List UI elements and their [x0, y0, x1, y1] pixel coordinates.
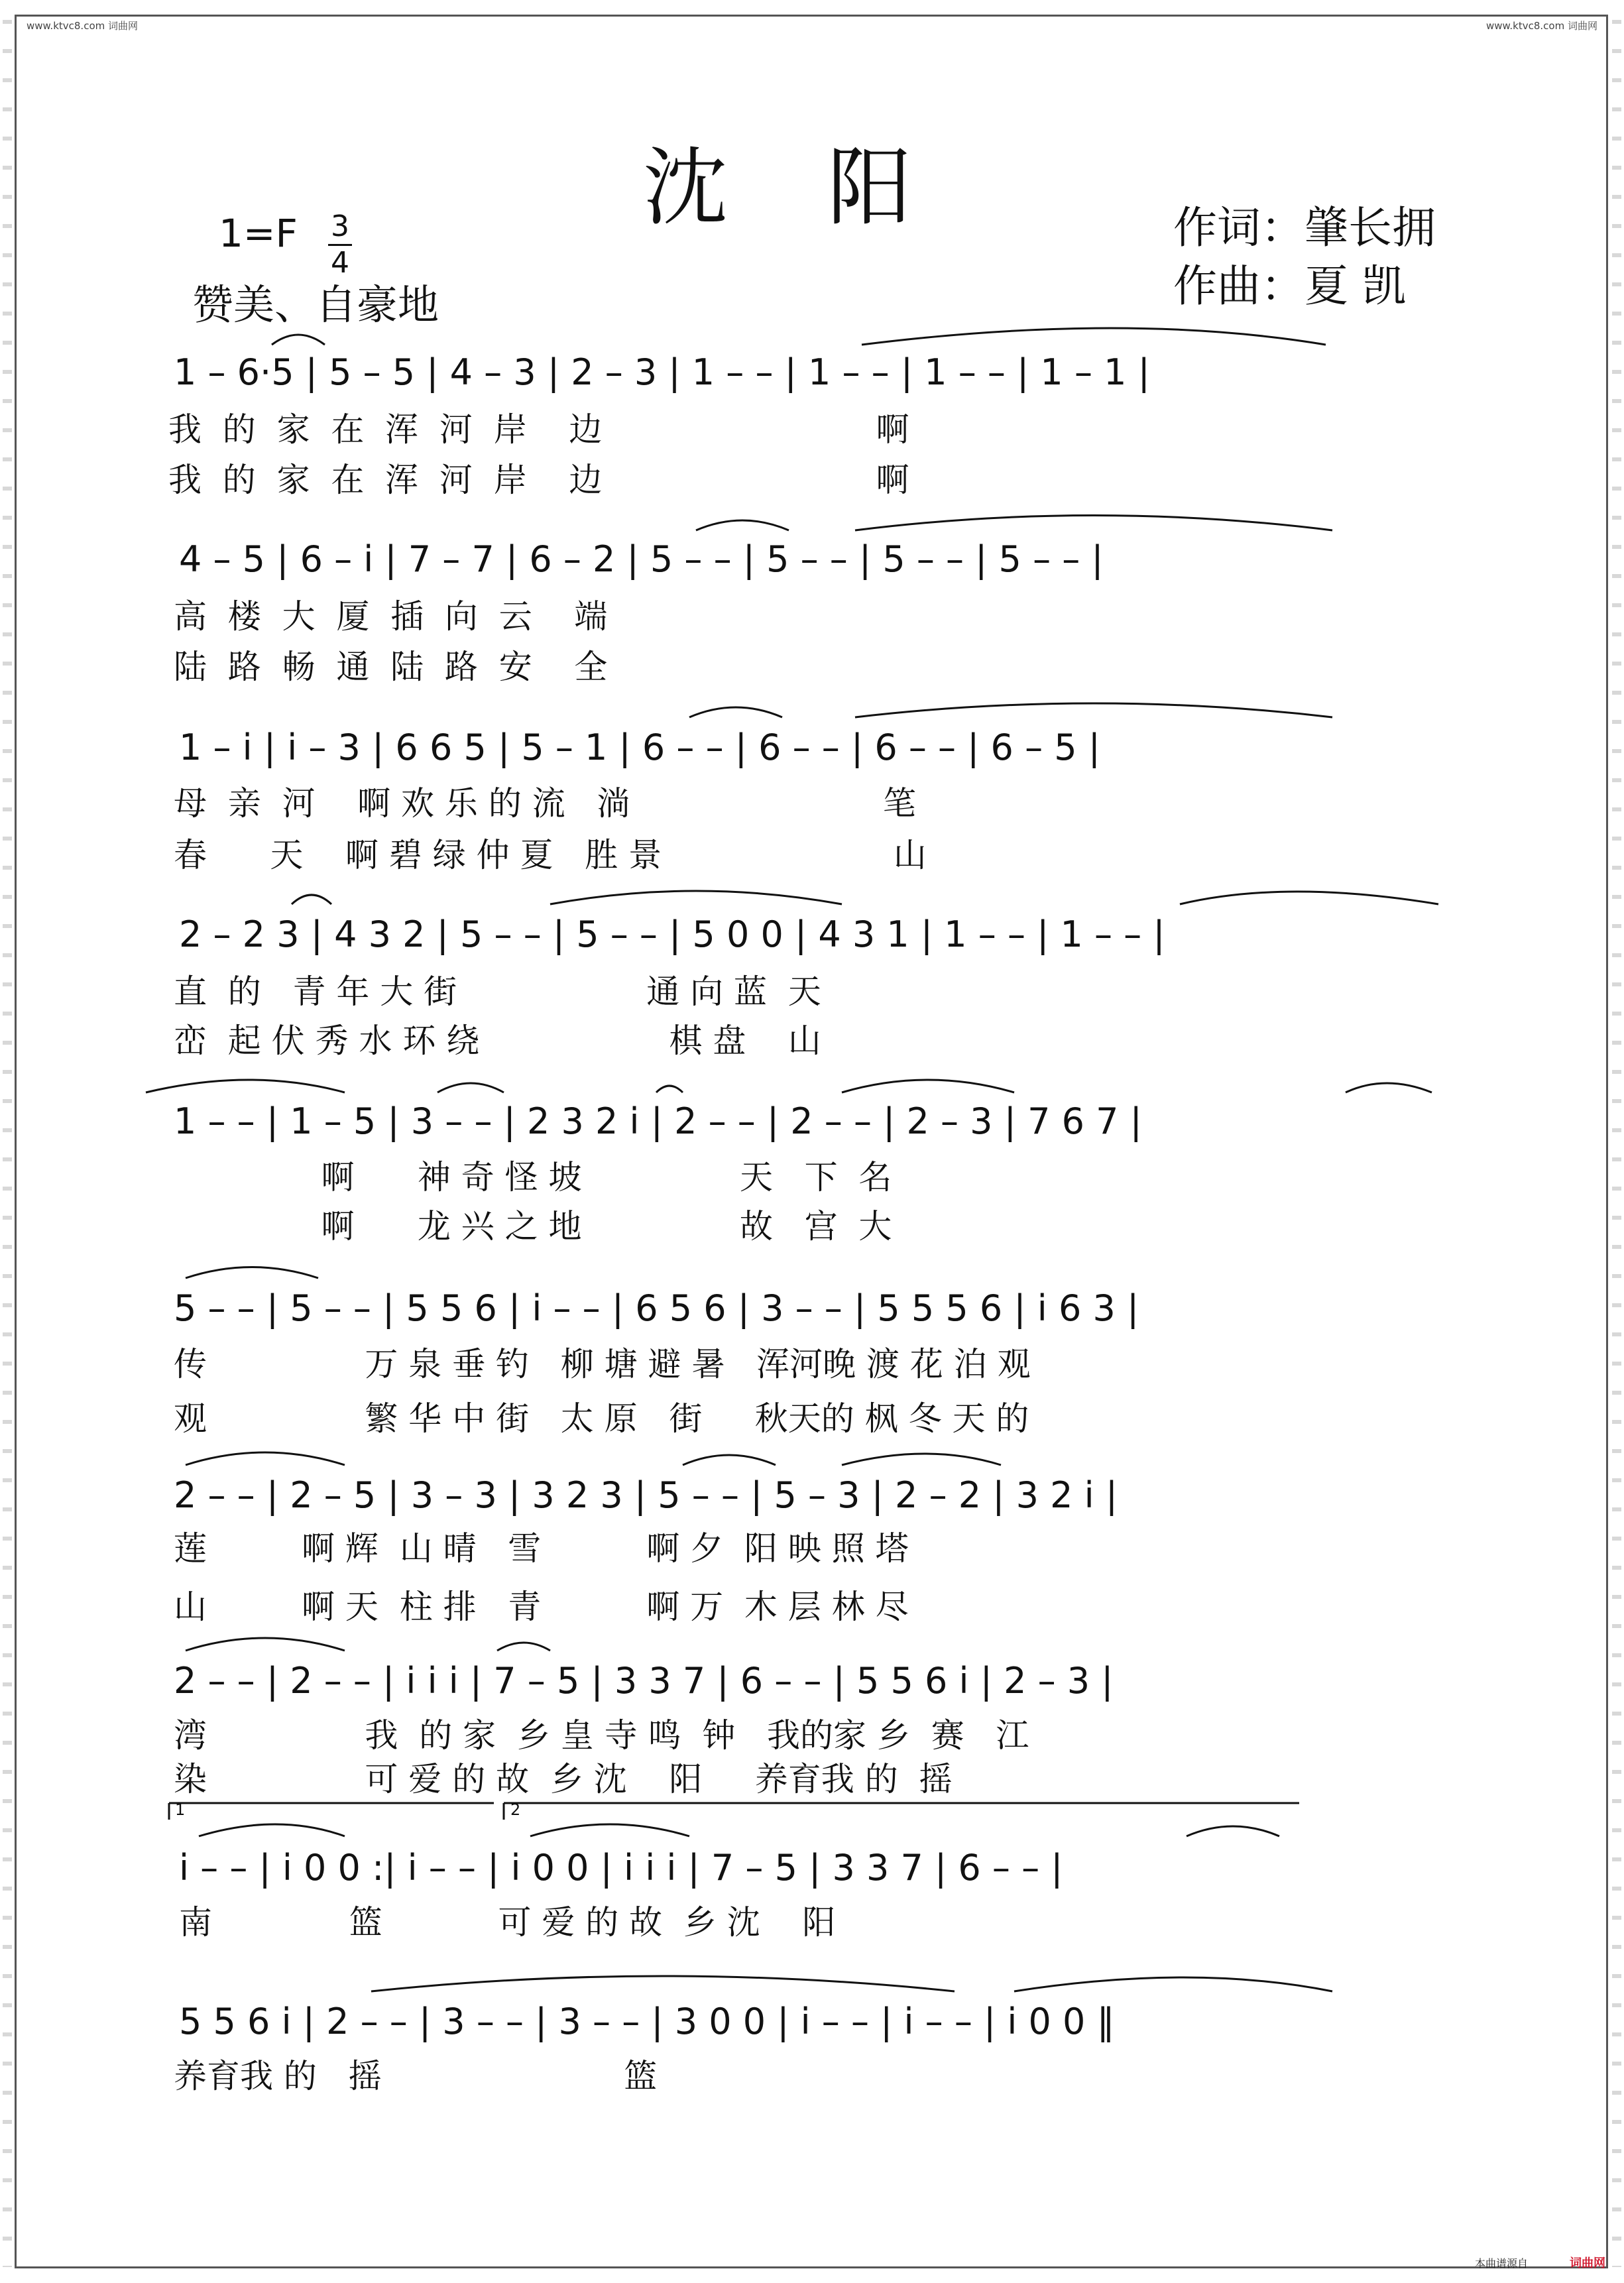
- lyrics-row-3-verse-1: 母 亲 河 啊 欢 乐 的 流 淌 笔: [174, 784, 916, 823]
- tie-arc: [530, 1824, 689, 1836]
- notation-row-1: 1 – 6·5 | 5 – 5 | 4 – 3 | 2 – 3 | 1 – – | 1 – – | 1 – – | 1 – 1 |: [174, 351, 1150, 393]
- lyrics-row-1-verse-1: 我 的 家 在 浑 河 岸 边 啊: [168, 410, 909, 449]
- tie-arc: [186, 1452, 345, 1465]
- tie-arc: [186, 1267, 318, 1279]
- notation-row-9: i – – | i 0 0 :| i – – | i 0 0 | i i i | 7 – 5 | 3 3 7 | 6 – – |: [179, 1847, 1063, 1889]
- tie-arc: [292, 895, 331, 904]
- tie-arc: [696, 520, 789, 530]
- tie-arc: [656, 1086, 683, 1092]
- tie-arc: [862, 328, 1326, 345]
- lyrics-row-5-verse-1: 啊 神 奇 怪 坡 天 下 名: [174, 1158, 892, 1197]
- lyrics-row-6-verse-2: 观 繁 华 中 街 太 原 街 秋天的 枫 冬 天 的: [174, 1399, 1029, 1438]
- song-title: 沈阳: [643, 139, 1012, 237]
- tie-arc: [683, 1455, 776, 1465]
- key-signature: 1=F: [219, 211, 298, 256]
- tie-arc: [371, 1976, 955, 1991]
- lyrics-row-9: 南 篮 可 爱 的 故 乡 沈 阳: [179, 1903, 836, 1942]
- tie-arc: [272, 335, 325, 345]
- footer-logo: 词曲网: [1570, 2256, 1605, 2270]
- volta-1-label: 1: [175, 1800, 186, 1819]
- notation-row-2: 4 – 5 | 6 – i | 7 – 7 | 6 – 2 | 5 – – | 5 – – | 5 – – | 5 – – |: [179, 538, 1104, 580]
- lyrics-row-7-verse-2: 山 啊 天 柱 排 青 啊 万 木 层 林 尽: [174, 1588, 909, 1626]
- notation-row-4: 2 – 2 3 | 4 3 2 | 5 – – | 5 – – | 5 0 0 | 4 3 1 | 1 – – | 1 – – |: [179, 913, 1165, 955]
- lyrics-row-1-verse-2: 我 的 家 在 浑 河 岸 边 啊: [168, 461, 909, 499]
- notation-row-3: 1 – i | i – 3 | 6 6 5 | 5 – 1 | 6 – – | 6 – – | 6 – – | 6 – 5 |: [179, 727, 1100, 768]
- tie-arc: [842, 1454, 1001, 1465]
- lyrics-row-4-verse-2: 峦 起 伏 秀 水 环 绕 棋 盘 山: [174, 1022, 821, 1060]
- watermark-top-right: www.ktvc8.com 词曲网: [1485, 20, 1597, 32]
- lyrics-row-6-verse-1: 传 万 泉 垂 钓 柳 塘 避 暑 浑河晚 渡 花 泊 观: [174, 1345, 1031, 1383]
- tie-arc: [689, 707, 782, 717]
- lyrics-row-8-verse-2: 染 可 爱 的 故 乡 沈 阳 养育我 的 摇: [174, 1760, 953, 1798]
- lyrics-row-10: 养育我 的 摇 篮: [174, 2057, 658, 2095]
- tie-arc: [437, 1083, 504, 1092]
- watermark-top-left: www.ktvc8.com 词曲网: [27, 20, 139, 32]
- tie-arc: [146, 1080, 345, 1092]
- expression-marking: 赞美、自豪地: [192, 280, 439, 329]
- lyrics-row-4-verse-1: 直 的 青 年 大 街 通 向 蓝 天: [174, 972, 821, 1011]
- tie-arc: [1180, 892, 1438, 904]
- lyricist-credit: 作词：肇长拥: [1173, 202, 1436, 253]
- time-signature-top: 3: [331, 209, 349, 243]
- tie-arc: [497, 1643, 550, 1651]
- tie-arc: [855, 516, 1332, 531]
- tie-arc: [842, 1080, 1014, 1092]
- tie-arc: [199, 1824, 345, 1836]
- tie-arc: [550, 891, 842, 904]
- tie-arc: [1187, 1826, 1279, 1836]
- notation-row-5: 1 – – | 1 – 5 | 3 – – | 2 3 2 i | 2 – – | 2 – – | 2 – 3 | 7 6 7 |: [174, 1100, 1142, 1142]
- tie-arc: [855, 703, 1332, 717]
- lyrics-row-5-verse-2: 啊 龙 兴 之 地 故 宫 大: [174, 1207, 892, 1246]
- time-signature-bottom: 4: [331, 246, 349, 280]
- notation-row-6: 5 – – | 5 – – | 5 5 6 | i – – | 6 5 6 | 3 – – | 5 5 5 6 | i 6 3 |: [174, 1287, 1139, 1329]
- notation-row-10: 5 5 6 i | 2 – – | 3 – – | 3 – – | 3 0 0 | i – – | i – – | i 0 0 ‖: [179, 2001, 1115, 2042]
- composer-credit: 作曲：夏 凯: [1173, 261, 1406, 312]
- lyrics-row-2-verse-1: 高 楼 大 厦 插 向 云 端: [174, 597, 608, 636]
- lyrics-row-2-verse-2: 陆 路 畅 通 陆 路 安 全: [174, 648, 608, 686]
- footer-source-text: 本曲谱源自: [1475, 2257, 1529, 2270]
- lyrics-row-7-verse-1: 莲 啊 辉 山 晴 雪 啊 夕 阳 映 照 塔: [174, 1529, 909, 1568]
- notation-row-8: 2 – – | 2 – – | i i i | 7 – 5 | 3 3 7 | 6 – – | 5 5 6 i | 2 – 3 |: [174, 1660, 1114, 1702]
- tie-arc: [1014, 1977, 1332, 1991]
- tie-arc: [186, 1638, 345, 1651]
- lyrics-row-8-verse-1: 湾 我 的 家 乡 皇 寺 鸣 钟 我的家 乡 赛 江: [174, 1716, 1029, 1755]
- tie-arc: [1346, 1083, 1432, 1092]
- volta-2-label: 2: [510, 1800, 521, 1819]
- lyrics-row-3-verse-2: 春 天 啊 碧 绿 仲 夏 胜 景 山: [174, 836, 927, 874]
- notation-row-7: 2 – – | 2 – 5 | 3 – 3 | 3 2 3 | 5 – – | 5 – 3 | 2 – 2 | 3 2 i |: [174, 1474, 1118, 1516]
